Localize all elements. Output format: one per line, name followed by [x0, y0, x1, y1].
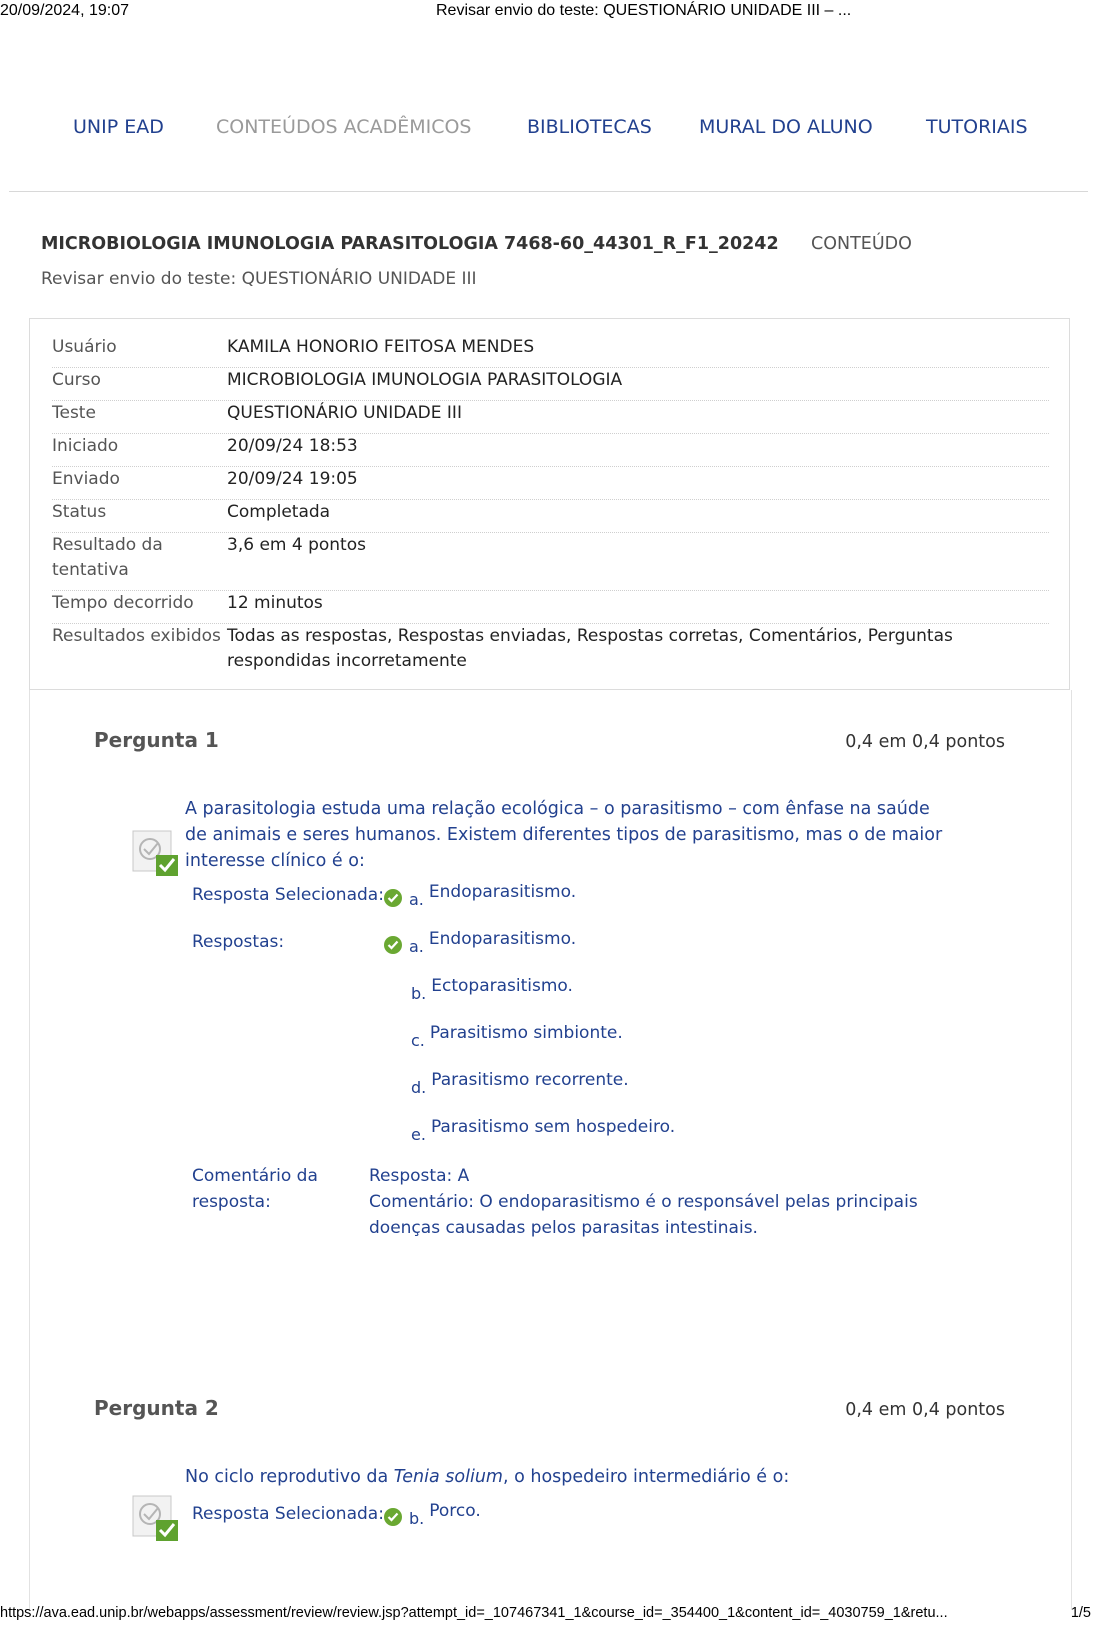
attempt-summary — [29, 318, 1070, 690]
correct-check-icon — [383, 935, 403, 955]
option-letter: a. — [409, 937, 424, 956]
summary-label: Status — [52, 502, 107, 522]
summary-row — [52, 533, 1049, 591]
selected-answer — [383, 1501, 481, 1528]
selected-answer-label: Resposta Selecionada: — [192, 885, 384, 905]
correct-check-icon — [383, 888, 403, 908]
question-2-title: Pergunta 2 — [94, 1396, 219, 1420]
option-text: Parasitismo recorrente. — [431, 1070, 629, 1090]
option-letter: c. — [411, 1031, 425, 1050]
summary-label: Iniciado — [52, 436, 119, 456]
summary-value: 12 minutos — [227, 593, 323, 613]
correct-check-icon — [383, 1507, 403, 1527]
print-page-number: 1/5 — [1070, 1605, 1091, 1621]
summary-row — [52, 368, 1049, 401]
summary-label: Curso — [52, 370, 101, 390]
summary-label: Resultado da tentativa — [52, 535, 163, 580]
content-link[interactable]: CONTEÚDO — [811, 234, 912, 254]
option-letter: e. — [411, 1125, 426, 1144]
summary-row — [52, 500, 1049, 533]
question-2-text — [185, 1464, 945, 1490]
summary-row — [52, 335, 1049, 368]
print-doc-title: Revisar envio do teste: QUESTIONÁRIO UNIDADE III – ... — [436, 2, 852, 19]
comment-label: Comentário da resposta: — [192, 1166, 318, 1212]
correct-status-icon — [132, 830, 180, 878]
answer-option — [411, 976, 573, 1003]
summary-label: Tempo decorrido — [52, 593, 194, 613]
comment-text: Comentário: O endoparasitismo é o responsável pelas principais doenças causadas pelos parasitas intestinais. — [369, 1192, 918, 1238]
option-letter: b. — [409, 1509, 425, 1528]
nav-bibliotecas[interactable]: BIBLIOTECAS — [527, 116, 652, 138]
species-name: Tenia solium — [393, 1467, 503, 1487]
summary-row — [52, 401, 1049, 434]
questions-area — [29, 690, 1072, 1610]
summary-label: Usuário — [52, 337, 117, 357]
summary-value: 20/09/24 19:05 — [227, 469, 358, 489]
nav-conteudos-academicos[interactable]: CONTEÚDOS ACADÊMICOS — [216, 116, 472, 138]
summary-value: 20/09/24 18:53 — [227, 436, 358, 456]
question-1-title: Pergunta 1 — [94, 728, 219, 752]
summary-value: 3,6 em 4 pontos — [227, 535, 366, 555]
question-2-score: 0,4 em 0,4 pontos — [845, 1400, 1005, 1420]
answer-option — [383, 929, 577, 956]
summary-label: Teste — [52, 403, 96, 423]
summary-value: KAMILA HONORIO FEITOSA MENDES — [227, 337, 535, 357]
answer-option — [411, 1023, 623, 1050]
nav-mural-do-aluno[interactable]: MURAL DO ALUNO — [699, 116, 873, 138]
correct-status-icon — [132, 1495, 180, 1543]
summary-row — [52, 624, 1049, 680]
question-2-text-after: , o hospedeiro intermediário é o: — [502, 1467, 790, 1487]
print-footer — [0, 1603, 1097, 1627]
top-navigation — [0, 116, 1097, 156]
summary-label: Resultados exibidos — [52, 626, 221, 646]
print-datetime: 20/09/2024, 19:07 — [0, 2, 130, 19]
comment-answer: Resposta: A — [369, 1166, 470, 1186]
print-url: https://ava.ead.unip.br/webapps/assessment/review/review.jsp?attempt_id=_107467341_1&course_id=_354400_1&content_id=_4030759_1&retu... — [0, 1605, 948, 1621]
answers-label: Respostas: — [192, 932, 285, 952]
summary-row — [52, 467, 1049, 500]
summary-value: MICROBIOLOGIA IMUNOLOGIA PARASITOLOGIA — [227, 370, 623, 390]
option-text: Endoparasitismo. — [428, 882, 577, 902]
selected-answer — [383, 882, 577, 909]
summary-label: Enviado — [52, 469, 120, 489]
answer-option — [411, 1070, 629, 1097]
question-2-text-before: No ciclo reprodutivo da — [185, 1467, 394, 1487]
course-title: MICROBIOLOGIA IMUNOLOGIA PARASITOLOGIA 7468-60_44301_R_F1_20242 — [41, 234, 779, 254]
comment-body — [369, 1163, 929, 1241]
option-letter: a. — [409, 890, 424, 909]
summary-value: QUESTIONÁRIO UNIDADE III — [227, 403, 462, 423]
option-letter: b. — [411, 984, 427, 1003]
answer-option — [411, 1117, 676, 1144]
nav-tutoriais[interactable]: TUTORIAIS — [926, 116, 1028, 138]
page-subtitle: Revisar envio do teste: QUESTIONÁRIO UNIDADE III — [41, 269, 477, 289]
option-text: Parasitismo sem hospedeiro. — [430, 1117, 676, 1137]
summary-row — [52, 591, 1049, 624]
print-header — [0, 0, 1097, 26]
option-text: Parasitismo simbionte. — [429, 1023, 623, 1043]
summary-row — [52, 434, 1049, 467]
option-letter: d. — [411, 1078, 427, 1097]
nav-divider — [9, 191, 1088, 192]
question-1-score: 0,4 em 0,4 pontos — [845, 732, 1005, 752]
question-1-text: A parasitologia estuda uma relação ecológica – o parasitismo – com ênfase na saúde de animais e seres humanos. Existem diferentes tipos de parasitismo, mas o de maior interesse clínico é o: — [185, 799, 943, 871]
summary-value: Completada — [227, 502, 331, 522]
selected-answer-label: Resposta Selecionada: — [192, 1504, 384, 1524]
nav-unip-ead[interactable]: UNIP EAD — [73, 116, 164, 138]
option-text: Endoparasitismo. — [428, 929, 577, 949]
option-text: Ectoparasitismo. — [431, 976, 573, 996]
summary-value: Todas as respostas, Respostas enviadas, Respostas corretas, Comentários, Perguntas respondidas incorretamente — [227, 626, 953, 671]
option-text: Porco. — [429, 1501, 481, 1521]
